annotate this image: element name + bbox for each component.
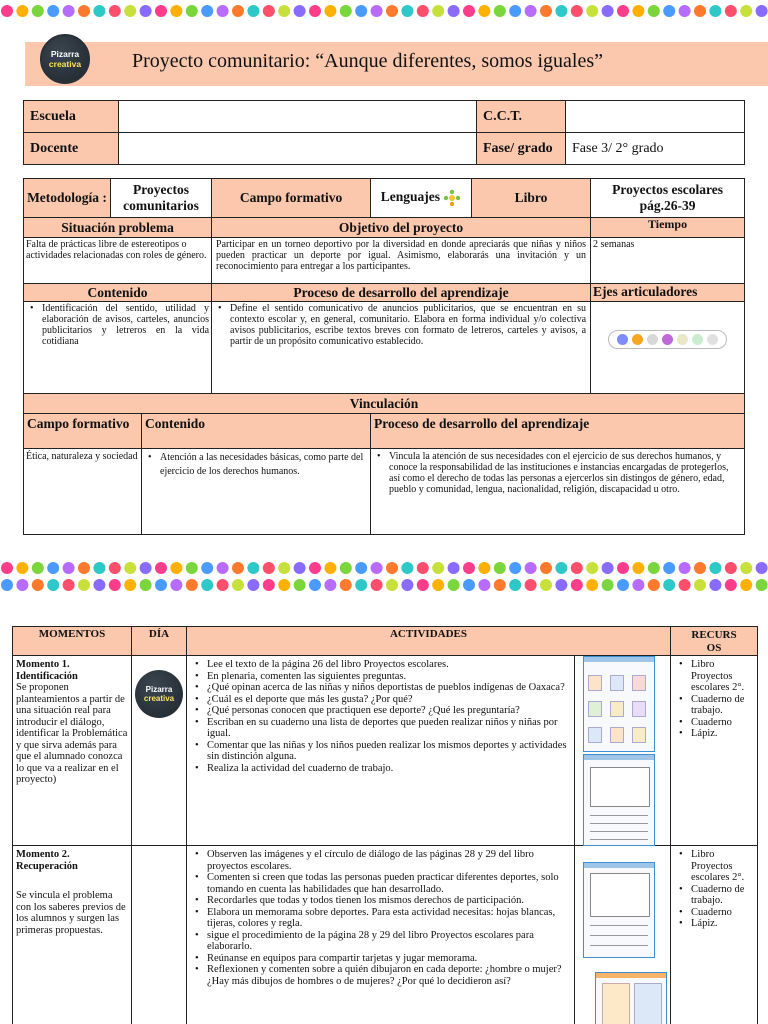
activity-item: • Lee el texto de la página 26 del libro Proyectos escolares.: [191, 659, 570, 671]
project-plan-table: [23, 178, 745, 535]
v-proceso-text: • Vincula la atención de sus necesidades con el ejercicio de sus derechos humanos, y conoce la responsabilidad de las instituciones e instancias encargadas de protegerlos, así como el derecho de todas las personas a ejercerlos sin distingos de género, edad, pueblo y comunidad, lengua, nacionalidad, religión, discapacidad u otro.: [373, 451, 740, 495]
momento-2-title: Momento 2. Recuperación: [16, 849, 78, 872]
escuela-value: [119, 101, 477, 133]
resource-item: • Libro Proyectos escolares 2°.: [675, 659, 753, 694]
activity-item: • Observen las imágenes y el círculo de diálogo de las páginas 28 y 29 del libro proyectos escolares.: [191, 849, 570, 872]
activity-item: • Reúnanse en equipos para compartir tarjetas y jugar memorama.: [191, 953, 570, 965]
fase-label: Fase/ grado: [477, 133, 566, 165]
resource-item: • Cuaderno de trabajo.: [675, 884, 753, 907]
resource-item: • Lápiz.: [675, 728, 753, 740]
activities-table: [12, 626, 758, 1024]
page-title: Proyecto comunitario: “Aunque diferentes, somos iguales”: [132, 50, 603, 72]
lectura-icon: [692, 334, 703, 345]
recursos-2-cell: [671, 846, 758, 1024]
escuela-label: Escuela: [24, 101, 119, 133]
dia-2-cell: [132, 846, 187, 1024]
worksheet-thumbnail: [583, 862, 655, 958]
activity-item: • Elabora un memorama sobre deportes. Para esta actividad necesitas: hojas blancas, tijeras, colores y regla.: [191, 907, 570, 930]
momento-1-desc: Se proponen planteamientos a partir de una situación real para introducir el diálogo, identificar la Problemática y que sirva además para que el alumnado conozca lo que va a realizar en el proyecto): [16, 682, 128, 785]
contenido-text: • Identificación del sentido, utilidad y elaboración de avisos, carteles, anuncios publicitarios y letreros en la vida cotidiana: [26, 303, 209, 347]
activity-item: • ¿Cuál es el deporte que más les gusta? ¿Por qué?: [191, 694, 570, 706]
proceso-text: • Define el sentido comunicativo de anuncios publicitarios, que se encuentran en su contexto escolar y, en general, comunitario. Elabora en forma individual y/o colectiva avisos publicitarios, escribe textos breves con formato de letreros, carteles y avisos, a partir de un propósito comunicativo establecido.: [214, 303, 586, 347]
resource-item: • Cuaderno: [675, 907, 753, 919]
metodologia-label: Metodología :: [24, 179, 111, 218]
resource-item: • Lápiz.: [675, 918, 753, 930]
dia-1-cell: [132, 656, 187, 846]
activity-item: • Recordarles que todas y todos tienen los mismos derechos de participación.: [191, 895, 570, 907]
vida-saludable-icon: [677, 334, 688, 345]
interculturalidad-icon: [647, 334, 658, 345]
vinculacion-label: Vinculación: [24, 394, 745, 414]
objetivo-text: Participar en un torneo deportivo por la diversidad en donde apreciarás que niñas y niños pueden practicar un deporte por igual. Asimismo, elaborarás una invitación y un reconocimiento para entregar a los participantes.: [212, 238, 591, 284]
school-info-table: [23, 100, 745, 165]
col-recursos: RECURSOS: [671, 627, 758, 656]
pizarra-creativa-logo-small: Pizarra creativa: [135, 670, 183, 718]
v-campo-label: Campo formativo: [24, 414, 142, 449]
pizarra-creativa-logo: Pizarra creativa: [40, 34, 90, 84]
v-contenido-cell: [142, 449, 371, 535]
libro-value: Proyectos escolares pág.26-39: [591, 179, 745, 218]
momento-2-desc: Se vincula el problema con los saberes previos de los alumnos y surgen las primeras propuestas.: [16, 890, 126, 936]
v-proceso-cell: [371, 449, 745, 535]
tiempo-label: Tiempo: [591, 218, 745, 238]
worksheet-thumbs-1: [575, 656, 671, 846]
momento-1-title: Momento 1. Identificación: [16, 659, 78, 682]
actividades-2-cell: [187, 846, 575, 1024]
v-campo-text: Ética, naturaleza y sociedad: [24, 449, 142, 535]
col-momentos: MOMENTOS: [13, 627, 132, 656]
proceso-cell: [212, 302, 591, 394]
activity-item: • sigue el procedimiento de la página 28 y 29 del libro Proyectos escolares para elaborarlo.: [191, 930, 570, 953]
libro-label: Libro: [472, 179, 591, 218]
fase-value: Fase 3/ 2° grado: [566, 133, 745, 165]
contenido-label: Contenido: [24, 284, 212, 302]
metodologia-value: Proyectos comunitarios: [111, 179, 212, 218]
resource-item: • Cuaderno: [675, 717, 753, 729]
docente-label: Docente: [24, 133, 119, 165]
col-actividades: ACTIVIDADES: [187, 627, 671, 656]
ejes-articuladores-icons: [608, 330, 727, 349]
momento-1-cell: [13, 656, 132, 846]
resource-item: • Libro Proyectos escolares 2°.: [675, 849, 753, 884]
proceso-label: Proceso de desarrollo del aprendizaje: [212, 284, 591, 302]
activity-item: • ¿Qué opinan acerca de las niñas y niños deportistas de pueblos indígenas de Oaxaca?: [191, 682, 570, 694]
middle-dot-border: [0, 560, 768, 594]
resource-item: • Cuaderno de trabajo.: [675, 694, 753, 717]
cct-label: C.C.T.: [477, 101, 566, 133]
activity-item: • Reflexionen y comenten sobre a quién dibujaron en cada deporte: ¿hombre o mujer? ¿Hay más dibujos de hombres o de mujeres? ¿Por qué lo decidieron así?: [191, 964, 570, 987]
activity-item: • En plenaria, comenten las siguientes preguntas.: [191, 671, 570, 683]
activity-item: • ¿Qué personas conocen que practiquen ese deporte? ¿Qué les preguntaría?: [191, 705, 570, 717]
contenido-cell: [24, 302, 212, 394]
lenguajes-icon: [443, 189, 461, 207]
worksheet-thumbnail: [583, 656, 655, 752]
recursos-1-cell: [671, 656, 758, 846]
worksheet-thumbs-2: [575, 846, 671, 1024]
momento-2-cell: [13, 846, 132, 1024]
tiempo-text: 2 semanas: [591, 238, 745, 284]
inclusion-icon: [617, 334, 628, 345]
docente-value: [119, 133, 477, 165]
situacion-label: Situación problema: [24, 218, 212, 238]
v-contenido-text: • Atención a las necesidades básicas, como parte del ejercicio de los derechos humanos.: [144, 451, 368, 479]
objetivo-label: Objetivo del proyecto: [212, 218, 591, 238]
activity-item: • Comentar que las niñas y los niños pueden realizar los mismos deportes y actividades sin distinción alguna.: [191, 740, 570, 763]
ejes-label: Ejes articuladores: [591, 284, 745, 302]
campo-value: Lenguajes: [371, 179, 472, 218]
activity-item: • Escriban en su cuaderno una lista de deportes que pueden realizar niños y niñas por igual.: [191, 717, 570, 740]
artes-icon: [707, 334, 718, 345]
activity-item: • Realiza la actividad del cuaderno de trabajo.: [191, 763, 570, 775]
cct-value: [566, 101, 745, 133]
v-contenido-label: Contenido: [142, 414, 371, 449]
campo-label: Campo formativo: [212, 179, 371, 218]
situacion-text: Falta de prácticas libre de estereotipos o actividades relacionadas con roles de género.: [24, 238, 212, 284]
worksheet-thumbnail: [583, 754, 655, 846]
pensamiento-critico-icon: [632, 334, 643, 345]
actividades-1-cell: [187, 656, 575, 846]
igualdad-genero-icon: [662, 334, 673, 345]
v-proceso-label: Proceso de desarrollo del aprendizaje: [371, 414, 745, 449]
col-dia: DÍA: [132, 627, 187, 656]
activity-item: • Comenten si creen que todas las personas pueden practicar diferentes deportes, solo tomando en cuenta las habilidades que han desarrollado.: [191, 872, 570, 895]
top-dot-border: [0, 3, 768, 19]
worksheet-thumbnail: [595, 972, 667, 1024]
ejes-cell: [591, 302, 745, 394]
